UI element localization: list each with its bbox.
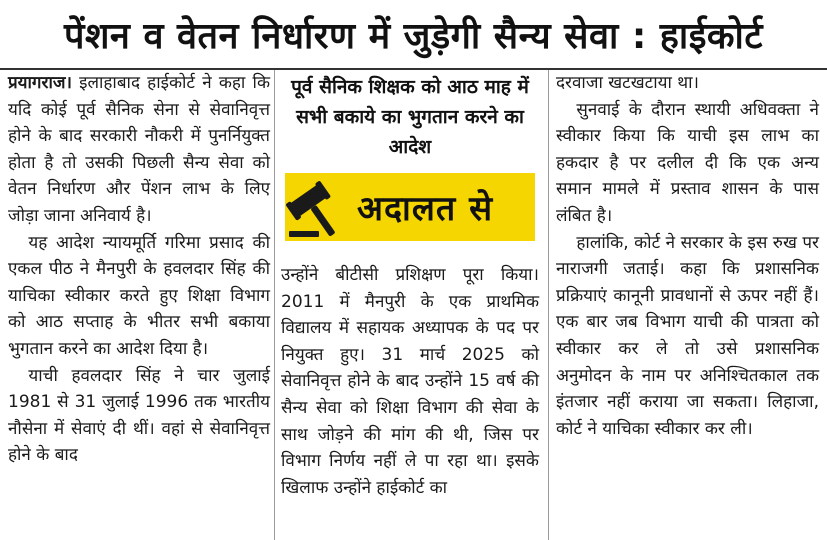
column-divider [548, 70, 549, 540]
article-column-right [556, 70, 819, 442]
section-logo-text: अदालत से [357, 189, 494, 229]
article-paragraph: उन्होंने बीटीसी प्रशिक्षण पूरा किया। 2011 में मैनपुरी के एक प्राथमिक विद्यालय में सहायक अध्यापक के पद पर नियुक्त हुए। 31 मार्च 2025 को सेवानिवृत्त होने के बाद उन्होंने 15 वर्ष की सैन्य सेवा को शिक्षा विभाग की सेवा के साथ जोड़ने की मांग की थी, जिस पर विभाग निर्णय नहीं ले पा रहा था। इसके खिलाफ उन्होंने हाईकोर्ट का [281, 265, 539, 498]
article-paragraph: सुनवाई के दौरान स्थायी अधिवक्ता ने स्वीकार किया कि याची इस लाभ का हकदार है पर दलील दी कि एक अन्य समान मामले में प्रस्ताव शासन के पास लंबित है। [556, 99, 819, 226]
article-paragraph: याची हवलदार सिंह ने चार जुलाई 1981 से 31 जुलाई 1996 तक भारतीय नौसेना में सेवाएं दी थीं। वहां से सेवानिवृत्त होने के बाद [8, 365, 270, 466]
section-logo [285, 173, 535, 241]
gavel-icon [285, 173, 355, 241]
headline: पेंशन व वेतन निर्धारण में जुड़ेगी सैन्य सेवा : हाईकोर्ट [0, 0, 827, 70]
subheadline: पूर्व सैनिक शिक्षक को आठ माह में सभी बकाये का भुगतान करने का आदेश [291, 76, 529, 158]
article-paragraph [8, 70, 270, 230]
article-paragraph: यह आदेश न्यायमूर्ति गरिमा प्रसाद की एकल पीठ ने मैनपुरी के हवलदार सिंह की याचिका स्वीकार करते हुए शिक्षा विभाग को आठ सप्ताह के भीतर सभी बकाया भुगतान करने का आदेश दिया है। [8, 232, 270, 359]
paragraph-text: इलाहाबाद हाईकोर्ट ने कहा कि यदि कोई पूर्व सैनिक सेना से सेवानिवृत्त होने के बाद सरकारी नौकरी में पुनर्नियुक्त होता है तो उसकी पिछली सैन्य सेवा को वेतन निर्धारण और पेंशन लाभ के लिए जोड़ा जाना अनिवार्य है। [8, 73, 270, 226]
article-paragraph: दरवाजा खटखटाया था। [556, 73, 699, 93]
dateline: प्रयागराज। [8, 73, 72, 93]
column-divider [274, 70, 275, 540]
article-column-middle [281, 262, 539, 501]
article-column-left [8, 70, 270, 469]
article-paragraph: हालांकि, कोर्ट ने सरकार के इस रुख पर नाराजगी जताई। कहा कि प्रशासनिक प्रक्रियाएं कानूनी प्रावधानों से ऊपर नहीं हैं। एक बार जब विभाग याची की पात्रता को स्वीकार कर ले तो उसे प्रशासनिक अनुमोदन के नाम पर अनिश्चितकाल तक इंतजार नहीं कराया जा सकता। लिहाजा, कोर्ट ने याचिका स्वीकार कर ली। [556, 232, 819, 439]
